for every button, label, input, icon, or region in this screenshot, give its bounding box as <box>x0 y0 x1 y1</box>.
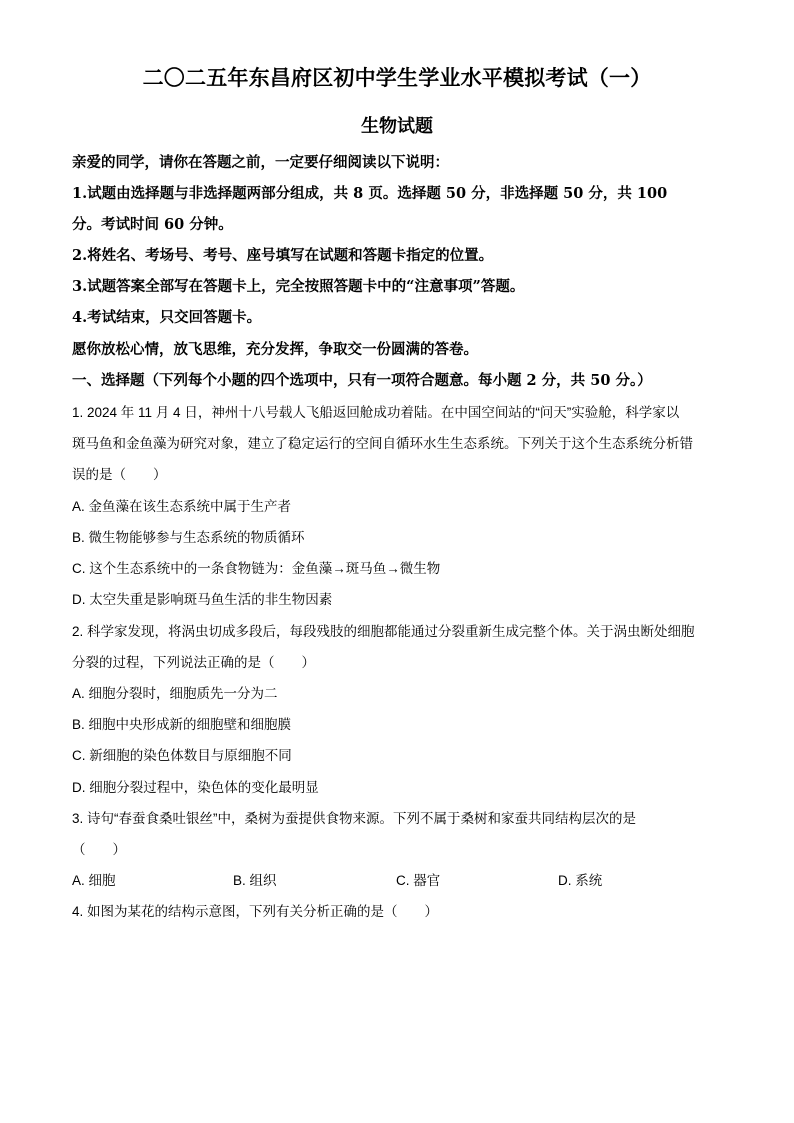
question-1-option-d: D. 太空失重是影响斑马鱼生活的非生物因素 <box>72 592 333 607</box>
exam-subject: 生物试题 <box>361 116 433 137</box>
section-heading: 一、选择题（下列每个小题的四个选项中，只有一项符合题意。每小题 2 分，共 50 分。） <box>72 372 652 389</box>
instruction-2: 2.将姓名、考场号、考号、座号填写在试题和答题卡指定的位置。 <box>72 247 494 264</box>
question-3-option-b: B. 组织 <box>233 873 277 888</box>
question-4-stem-line: 4. 如图为某花的结构示意图，下列有关分析正确的是（ ） <box>72 904 439 919</box>
question-3-option-d: D. 系统 <box>558 873 603 888</box>
question-3-option-c: C. 器官 <box>396 873 441 888</box>
question-3-stem-line: 3. 诗句“春蚕食桑吐银丝”中，桑树为蚕提供食物来源。下列不属于桑树和家蚕共同结构层次的是 <box>72 811 636 826</box>
question-2-option-a: A. 细胞分裂时，细胞质先一分为二 <box>72 686 278 701</box>
question-2-stem-line: 2. 科学家发现，将涡虫切成多段后，每段残肢的细胞都能通过分裂重新生成完整个体。关于涡虫断处细胞 <box>72 624 695 639</box>
question-1-stem-line: 斑马鱼和金鱼藻为研究对象，建立了稳定运行的空间自循环水生生态系统。下列关于这个生态系统分析错 <box>72 436 693 451</box>
question-1-stem-line: 误的是（ ） <box>72 467 167 482</box>
instructions-greeting: 亲爱的同学，请你在答题之前，一定要仔细阅读以下说明： <box>72 154 449 171</box>
instructions-wish: 愿你放松心情，放飞思维，充分发挥，争取交一份圆满的答卷。 <box>72 341 478 358</box>
question-1-option-c: C. 这个生态系统中的一条食物链为：金鱼藻→斑马鱼→微生物 <box>72 561 441 576</box>
question-3-option-a: A. 细胞 <box>72 873 116 888</box>
instruction-1-line-2: 分。考试时间 60 分钟。 <box>72 216 233 233</box>
question-2-option-c: C. 新细胞的染色体数目与原细胞不同 <box>72 748 292 763</box>
question-2-option-b: B. 细胞中央形成新的细胞壁和细胞膜 <box>72 717 292 732</box>
question-1-option-b: B. 微生物能够参与生态系统的物质循环 <box>72 530 305 545</box>
question-2-option-d: D. 细胞分裂过程中，染色体的变化最明显 <box>72 780 319 795</box>
question-1-option-a: A. 金鱼藻在该生态系统中属于生产者 <box>72 499 292 514</box>
instruction-1-line-1: 1.试题由选择题与非选择题两部分组成，共 8 页。选择题 50 分，非选择题 50 分，共 100 <box>72 185 668 202</box>
instruction-4: 4.考试结束，只交回答题卡。 <box>72 309 262 326</box>
exam-title: 二〇二五年东昌府区初中学生学业水平模拟考试（一） <box>142 65 652 90</box>
question-3-stem-line: （ ） <box>72 842 126 857</box>
question-1-stem-line: 1. 2024 年 11 月 4 日，神州十八号载人飞船返回舱成功着陆。在中国空间站的“问天”实验舱，科学家以 <box>72 405 680 420</box>
instruction-3: 3.试题答案全部写在答题卡上，完全按照答题卡中的“注意事项”答题。 <box>72 278 525 295</box>
question-2-stem-line: 分裂的过程，下列说法正确的是（ ） <box>72 655 315 670</box>
